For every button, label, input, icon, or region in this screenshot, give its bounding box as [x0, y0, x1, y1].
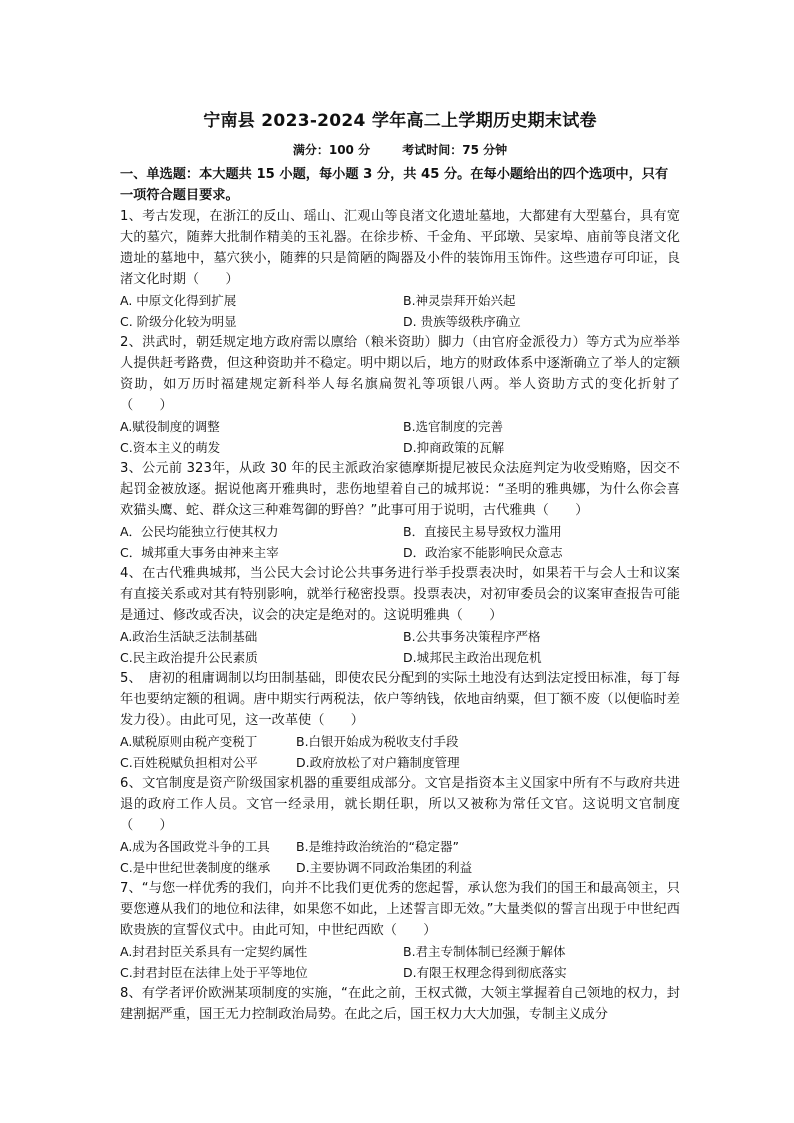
option-a[interactable]: A.成为各国政党斗争的工具 — [120, 839, 270, 854]
option-c[interactable]: C.是中世纪世袭制度的继承 — [120, 860, 271, 875]
option-d[interactable]: D.有限王权理念得到彻底落实 — [403, 965, 567, 980]
option-list — [120, 731, 680, 773]
option-c[interactable]: C.封君封臣在法律上处于平等地位 — [120, 965, 308, 980]
question-stem: 7、“与您一样优秀的我们，向并不比我们更优秀的您起誓，承认您为我们的国王和最高领主，只要您遵从我们的地位和法律，如果您不如此，上述誓言即无效。”大量类似的誓言出现于中世纪西欧贵族的宣誓仪式中。由此可知，中世纪西欧（ ） — [120, 881, 680, 938]
option-c[interactable]: C. 阶级分化较为明显 — [120, 314, 237, 329]
option-b[interactable]: B.白银开始成为税收支付手段 — [296, 734, 459, 749]
exam-page — [120, 98, 680, 1025]
question-list — [120, 206, 680, 1025]
option-b[interactable]: B.选官制度的完善 — [403, 419, 504, 434]
option-d[interactable]: D．政治家不能影响民众意志 — [403, 545, 563, 560]
option-list — [120, 416, 680, 458]
question-8 — [120, 983, 680, 1025]
option-list — [120, 626, 680, 668]
option-a[interactable]: A.政治生活缺乏法制基础 — [120, 629, 258, 644]
option-list — [120, 521, 680, 563]
option-list — [120, 290, 680, 332]
option-b[interactable]: B.是维持政治统治的“稳定器” — [296, 839, 460, 854]
question-stem: 3、公元前 323年，从政 30 年的民主派政治家德摩斯提尼被民众法庭判定为收受贿赂，因交不起罚金被放逐。据说他离开雅典时，悲伤地望着自己的城邦说：“圣明的雅典娜，为什么你会喜欢猫头鹰、蛇、群众这三种难驾御的野兽？”此事可用于说明，古代雅典（ ） — [120, 461, 680, 518]
option-list — [120, 836, 680, 878]
option-d[interactable]: D.主要协调不同政治集团的利益 — [296, 860, 473, 875]
question-6 — [120, 773, 680, 878]
question-3 — [120, 458, 680, 563]
option-a[interactable]: A．公民均能独立行使其权力 — [120, 524, 279, 539]
question-2 — [120, 332, 680, 458]
question-stem: 8、有学者评价欧洲某项制度的实施，“在此之前，王权式微，大领主掌握着自己领地的权力，封建割据严重，国王无力控制政治局势。在此之后，国王权力大大加强，专制主义成分 — [120, 986, 680, 1022]
option-b[interactable]: B.神灵崇拜开始兴起 — [403, 293, 516, 308]
option-a[interactable]: A.封君封臣关系具有一定契约属性 — [120, 944, 308, 959]
question-stem: 4、在古代雅典城邦，当公民大会讨论公共事务进行举手投票表决时，如果若干与会人士和议案有直接关系或对其有特别影响，就举行秘密投票。投票表决，对初审委员会的议案审查报告可能是通过、修改或否决，议会的决定是绝对的。这说明雅典（ ） — [120, 566, 680, 623]
option-b[interactable]: B.公共事务决策程序严格 — [403, 629, 541, 644]
page-title: 宁南县 2023-2024 学年高二上学期历史期末试卷 — [203, 111, 597, 131]
question-4 — [120, 563, 680, 668]
option-b[interactable]: B.君主专制体制已经濒于解体 — [403, 944, 566, 959]
question-stem: 2、洪武时，朝廷规定地方政府需以廪给（粮米资助）脚力（由官府金派役力）等方式为应举举人提供赶考路费，但这种资助并不稳定。明中期以后，地方的财政体系中逐渐确立了举人的定额资助，如万历时福建规定新科举人每名旗扁贺礼等项银八两。举人资助方式的变化折射了（ ） — [120, 335, 680, 413]
option-c[interactable]: C．城邦重大事务由神来主宰 — [120, 545, 279, 560]
option-c[interactable]: C.民主政治提升公民素质 — [120, 650, 258, 665]
question-stem: 5、 唐初的租庸调制以均田制基础，即使农民分配到的实际土地没有达到法定授田标准，每丁每年也要纳定额的租调。唐中期实行两税法，依户等纳钱，依地亩纳粟，但丁额不废（以便临时差发力役）。由此可见，这一改革使（ ） — [120, 671, 680, 728]
exam-time: 考试时间：75 分钟 — [402, 143, 508, 157]
option-a[interactable]: A. 中原文化得到扩展 — [120, 293, 237, 308]
option-d[interactable]: D.政府放松了对户籍制度管理 — [296, 755, 460, 770]
question-stem: 1、考古发现，在浙江的反山、瑶山、汇观山等良渚文化遗址墓地，大都建有大型墓台，具有宽大的墓穴，随葬大批制作精美的玉礼器。在徐步桥、千金角、平邱墩、吴家埠、庙前等良渚文化遗址的墓地中，墓穴狭小，随葬的只是简陋的陶器及小件的装饰用玉饰件。这些遗存可印证，良渚文化时期（ ） — [120, 209, 680, 287]
question-5 — [120, 668, 680, 773]
question-7 — [120, 878, 680, 983]
option-a[interactable]: A.赋役制度的调整 — [120, 419, 220, 434]
exam-meta — [120, 141, 680, 158]
option-list — [120, 941, 680, 983]
option-d[interactable]: D. 贵族等级秩序确立 — [403, 314, 521, 329]
option-c[interactable]: C.百姓税赋负担相对公平 — [120, 755, 258, 770]
option-a[interactable]: A.赋税原则由税产变税丁 — [120, 734, 258, 749]
full-score: 满分：100 分 — [292, 143, 371, 157]
option-c[interactable]: C.资本主义的萌发 — [120, 440, 221, 455]
option-d[interactable]: D.抑商政策的瓦解 — [403, 440, 505, 455]
question-stem: 6、文官制度是资产阶级国家机器的重要组成部分。文官是指资本主义国家中所有不与政府共进退的政府工作人员。文官一经录用，就长期任职，所以又被称为常任文官。这说明文官制度（ ） — [120, 776, 680, 833]
option-d[interactable]: D.城邦民主政治出现危机 — [403, 650, 542, 665]
question-1 — [120, 206, 680, 332]
option-b[interactable]: B．直接民主易导致权力滥用 — [403, 524, 562, 539]
section-heading: 一、单选题：本大题共 15 小题，每小题 3 分，共 45 分。在每小题给出的四个选项中，只有一项符合题目要求。 — [120, 167, 669, 203]
